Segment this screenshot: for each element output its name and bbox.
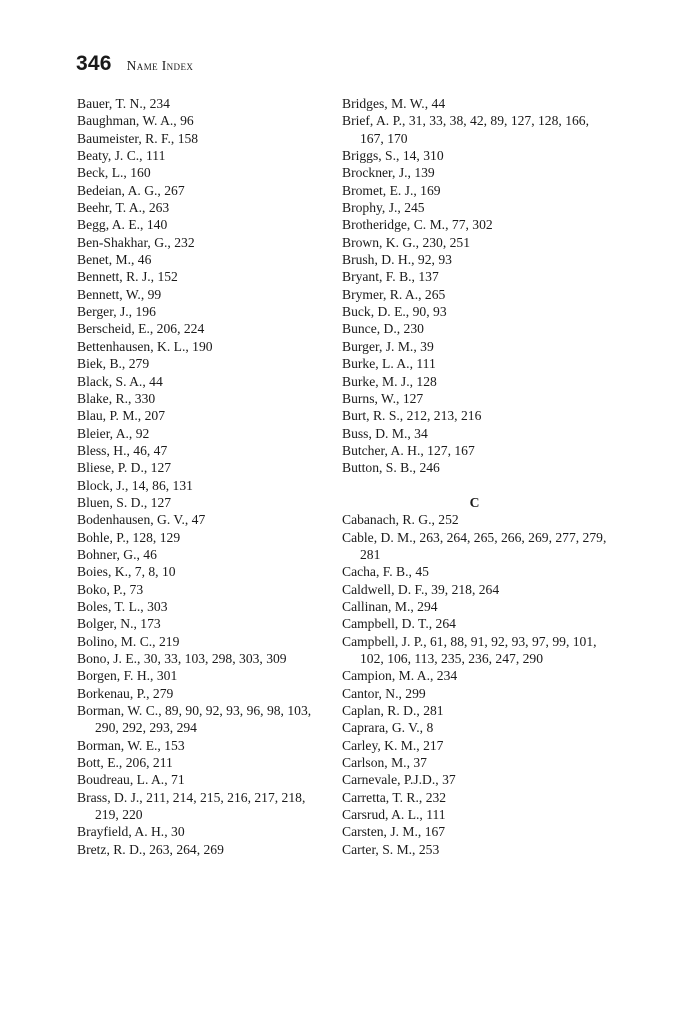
index-entry-name: Bohner, G., [77,546,140,562]
index-entry [342,390,607,407]
index-entry-pages: 279 [152,685,174,701]
index-entry [77,112,327,129]
index-entry [77,286,327,303]
index-entry-name: Berger, J., [77,304,133,320]
index-entry [77,130,327,147]
index-entry-name: Borman, W. E., [77,737,161,753]
index-entry-name: Bedeian, A. G., [77,182,161,198]
index-entry [342,771,607,788]
index-entry-name: Brush, D. H., [342,252,415,268]
index-entry-name: Brayfield, A. H., [77,824,168,840]
index-entry [342,164,607,181]
index-entry-name: Brymer, R. A., [342,286,422,302]
index-entry-pages: 73 [129,581,144,597]
index-entry-pages: 301 [156,668,178,684]
index-entry-name: Carsten, J. M., [342,824,422,840]
index-entry [77,667,327,684]
index-entry-pages: 127, 167 [427,442,475,458]
index-entry-name: Blake, R., [77,390,132,406]
index-entry [77,650,327,667]
index-entry [342,442,607,459]
index-entry-pages: 230 [403,321,424,337]
index-entry-pages: 211, 214, 215, 216, 217, 218, 219, 220 [95,789,306,823]
index-entry-name: Cabanach, R. G., [342,512,435,528]
index-entry [342,286,607,303]
index-entry [342,338,607,355]
index-entry-pages: 299 [405,685,426,701]
index-entry [77,390,327,407]
index-entry-name: Bromet, E. J., [342,182,417,198]
index-entry-pages: 111 [145,148,166,164]
index-entry-pages: 232 [425,789,447,805]
index-entry-pages: 92, 93 [417,252,452,268]
index-entry-name: Boko, P., [77,581,127,597]
index-entry [342,216,607,233]
index-entry-pages: 14, 86, 131 [131,477,193,493]
page-header [76,52,193,78]
index-entry-name: Brotheridge, C. M., [342,217,449,233]
index-entry-name: Brown, K. G., [342,234,420,250]
index-entry-pages: 253 [418,841,440,857]
index-entry [342,355,607,372]
index-entry-name: Baumeister, R. F., [77,130,175,146]
index-entry-name: Campbell, J. P., [342,633,427,649]
index-entry-pages: 245 [404,200,425,216]
index-column-right [342,95,607,858]
index-entry-name: Boudreau, L. A., [77,772,168,788]
index-entry-pages: 90, 93 [412,304,447,320]
index-entry-name: Caprara, G. V., [342,720,424,736]
index-entry-name: Bunce, D., [342,321,401,337]
index-entry-pages: 140 [146,217,168,233]
index-entry-name: Callinan, M., [342,598,414,614]
index-entry-pages: 232 [174,234,195,250]
index-entry-name: Bennett, R. J., [77,269,155,285]
index-entry-pages: 294 [417,598,438,614]
index-entry [77,216,327,233]
index-entry-pages: 206, 211 [125,755,173,771]
index-entry [77,477,327,494]
index-entry-pages: 169 [420,182,441,198]
index-entry-pages: 77, 302 [451,217,493,233]
index-entry-pages: 265 [424,286,446,302]
index-entry-name: Carlson, M., [342,755,410,771]
index-entry [342,841,607,858]
index-entry-pages: 89, 90, 92, 93, 96, 98, 103, 290, 292, 293, 294 [95,703,312,736]
index-entry [342,685,607,702]
index-entry [77,702,327,737]
index-entry [342,234,607,251]
index-entry-name: Block, J., [77,477,129,493]
index-entry [342,95,607,112]
index-entry-pages: 128, 129 [132,529,181,545]
index-entry-name: Bolino, M. C., [77,633,156,649]
index-entry-name: Burke, L. A., [342,356,413,372]
index-entry-pages: 281 [423,703,444,719]
index-entry [342,529,607,564]
index-entry [342,199,607,216]
index-entry [342,251,607,268]
index-entry-pages: 47 [191,512,206,528]
index-entry [77,95,327,112]
index-entry [77,338,327,355]
index-entry-name: Biek, B., [77,356,126,372]
index-entry [342,737,607,754]
index-entry-group [342,511,607,858]
index-entry [342,407,607,424]
index-entry [77,459,327,476]
index-entry-name: Black, S. A., [77,373,146,389]
index-entry-pages: 44 [149,373,163,389]
index-entry-pages: 127 [402,390,424,406]
index-entry-name: Bless, H., [77,442,130,458]
index-entry-pages: 128 [416,373,437,389]
index-entry-name: Ben-Shakhar, G., [77,234,171,250]
index-entry-name: Bohle, P., [77,529,130,545]
index-entry [77,771,327,788]
index-entry-name: Button, S. B., [342,460,417,476]
index-entry-name: Bretz, R. D., [77,841,146,857]
index-entry-name: Borgen, F. H., [77,668,154,684]
index-entry-name: Borkenau, P., [77,685,150,701]
index-entry-pages: 14, 310 [402,148,444,164]
index-entry [77,633,327,650]
index-entry [77,737,327,754]
page-number: 346 [76,52,112,75]
index-entry [342,147,607,164]
index-entry-name: Carter, S. M., [342,841,416,857]
index-entry [77,789,327,824]
index-entry [342,373,607,390]
index-entry [77,615,327,632]
index-entry-name: Caldwell, D. F., [342,581,428,597]
index-entry [77,373,327,390]
index-entry-name: Baughman, W. A., [77,113,177,129]
index-entry-pages: 263, 264, 265, 266, 269, 277, 279, 281 [360,529,607,562]
index-entry [77,182,327,199]
index-entry-name: Bluen, S. D., [77,494,148,510]
index-entry-pages: 234 [149,96,170,111]
index-entry [342,806,607,823]
index-entry [342,268,607,285]
index-entry-name: Boies, K., [77,564,132,580]
index-entry-name: Brockner, J., [342,165,411,181]
index-entry [77,268,327,285]
index-entry [342,719,607,736]
index-entry [77,320,327,337]
index-entry-name: Benet, M., [77,252,135,268]
index-entry-name: Berscheid, E., [77,321,154,337]
index-entry-pages: 263 [148,200,170,216]
index-entry [342,563,607,580]
index-entry [77,303,327,320]
index-entry-name: Bridges, M. W., [342,96,429,111]
index-entry-pages: 173 [140,616,161,632]
index-entry-name: Bodenhausen, G. V., [77,512,189,528]
entries-c [342,511,607,858]
index-entry-name: Bono, J. E., [77,651,141,666]
index-entry [77,841,327,858]
index-entry-pages: 153 [164,737,185,753]
index-entry-name: Burke, M. J., [342,373,413,389]
index-entry-name: Beaty, J. C., [77,148,143,164]
index-entry [77,685,327,702]
index-entry-name: Carretta, T. R., [342,789,423,805]
index-entry [342,182,607,199]
index-entry-pages: 267 [164,182,185,198]
index-entry-pages: 8 [426,720,434,736]
index-entry-name: Begg, A. E., [77,217,144,233]
index-entry [77,164,327,181]
index-entry-pages: 111 [426,807,446,823]
index-entry-group [342,95,607,477]
index-entry-name: Buss, D. M., [342,425,411,441]
index-entry-name: Butcher, A. H., [342,442,424,458]
index-entry-name: Blau, P. M., [77,408,142,424]
index-entry-pages: 45 [415,564,429,580]
index-entry-pages: 127 [150,494,172,510]
index-entry [77,355,327,372]
index-entry-name: Briggs, S., [342,148,400,164]
index-entry-pages: 330 [134,390,156,406]
index-entry-pages: 46 [137,252,152,268]
index-entry [342,754,607,771]
index-entry-pages: 39, 218, 264 [431,581,500,597]
index-entry-pages: 207 [144,408,166,424]
index-entry [342,702,607,719]
index-entry [77,407,327,424]
index-entry-pages: 212, 213, 216 [406,408,482,424]
index-entry-pages: 7, 8, 10 [134,564,176,580]
index-entry [342,581,607,598]
index-entry-name: Borman, W. C., [77,703,162,719]
index-entry-pages: 158 [177,130,199,146]
index-entry [77,546,327,563]
index-entry-name: Buck, D. E., [342,304,410,320]
index-entry-name: Carley, K. M., [342,737,420,753]
index-entry-pages: 61, 88, 91, 92, 93, 97, 99, 101, 102, 106, 113, 235, 236, 247, 290 [360,633,597,666]
index-entry-pages: 44 [431,96,446,111]
index-entry [77,425,327,442]
index-entry [77,199,327,216]
index-entry [342,823,607,840]
index-entry-pages: 96 [180,113,194,129]
index-entry-pages: 252 [438,512,459,528]
index-entry-pages: 230, 251 [422,234,471,250]
index-entry-pages: 279 [128,356,150,372]
index-entry-pages: 31, 33, 38, 42, 89, 127, 128, 166, 167, 170 [360,113,589,146]
index-entry-name: Burt, R. S., [342,408,404,424]
index-entry-name: Cantor, N., [342,685,402,701]
index-entry-name: Brass, D. J., [77,789,143,805]
index-entry [342,511,607,528]
index-entry-name: Burger, J. M., [342,338,417,354]
index-entry-pages: 37 [413,755,427,771]
index-entry [77,147,327,164]
index-entry-pages: 46, 47 [133,442,168,458]
index-entry [342,303,607,320]
index-entry [77,598,327,615]
index-entry [77,234,327,251]
index-entry-pages: 39 [420,338,434,354]
index-entry-pages: 263, 264, 269 [149,841,224,857]
index-entry-name: Campion, M. A., [342,668,434,684]
index-entry [342,425,607,442]
index-entry-pages: 137 [418,269,439,285]
index-column-left [77,95,327,858]
index-entry-name: Boles, T. L., [77,598,144,614]
index-entry [342,615,607,632]
index-entry-pages: 152 [157,269,178,285]
index-entry [77,511,327,528]
index-entry [77,823,327,840]
index-entry-name: Bliese, P. D., [77,460,148,476]
index-entry-name: Cable, D. M., [342,529,417,545]
index-entry-name: Bolger, N., [77,616,137,632]
index-entry-name: Caplan, R. D., [342,703,420,719]
index-entry-pages: 234 [436,668,458,684]
index-entry [77,442,327,459]
index-entry-pages: 71 [171,772,185,788]
index-entry-pages: 99 [147,286,162,302]
index-entry [342,112,607,147]
index-entry [342,320,607,337]
index-entry-pages: 264 [435,616,456,632]
index-entry [77,251,327,268]
section-letter-c: C [469,494,480,510]
index-entry-name: Bleier, A., [77,425,133,441]
index-entry-pages: 111 [416,356,436,372]
index-entry [77,529,327,546]
index-entry-pages: 34 [414,425,428,441]
index-entry [342,459,607,476]
index-entry-name: Brief, A. P., [342,113,406,129]
index-entry-name: Beehr, T. A., [77,200,146,216]
index-entry [77,581,327,598]
index-entry-pages: 160 [130,165,151,181]
index-entry [342,789,607,806]
index-entry [77,563,327,580]
index-entry-pages: 217 [423,737,444,753]
index-entry-name: Campbell, D. T., [342,616,433,632]
index-entry-pages: 190 [192,338,213,354]
index-entry-pages: 206, 224 [156,321,205,337]
index-entry-pages: 92 [135,425,150,441]
index-entry-pages: 139 [414,165,435,181]
index-entry-pages: 127 [150,460,172,476]
index-entry [77,754,327,771]
index-entry-name: Burns, W., [342,390,400,406]
index-entry-name: Carnevale, P.J.D., [342,772,439,788]
index-entry [342,667,607,684]
index-entry [342,598,607,615]
index-entry [342,633,607,668]
index-entry-pages: 219 [158,633,180,649]
running-head: Name Index [126,58,194,73]
index-entry-pages: 167 [424,824,446,840]
index-entry [77,494,327,511]
index-entry-name: Bryant, F. B., [342,269,415,285]
entries-b-continued [342,95,607,477]
index-entry-name: Beck, L., [77,165,127,181]
index-entry-pages: 46 [143,546,157,562]
index-entry-name: Bennett, W., [77,286,145,302]
index-entry-pages: 196 [135,304,156,320]
index-entry-pages: 30, 33, 103, 298, 303, 309 [143,651,287,666]
index-entry-pages: 37 [442,772,456,788]
index-entry-name: Bott, E., [77,755,123,771]
index-entry-pages: 303 [147,598,168,614]
index-entry-name: Bettenhausen, K. L., [77,338,189,354]
index-entry-pages: 246 [419,460,440,476]
index-entry-name: Carsrud, A. L., [342,807,423,823]
index-entry-pages: 30 [171,824,185,840]
index-entry-name: Brophy, J., [342,200,401,216]
index-entry-name: Bauer, T. N., [77,96,147,111]
index-entry-name: Cacha, F. B., [342,564,412,580]
